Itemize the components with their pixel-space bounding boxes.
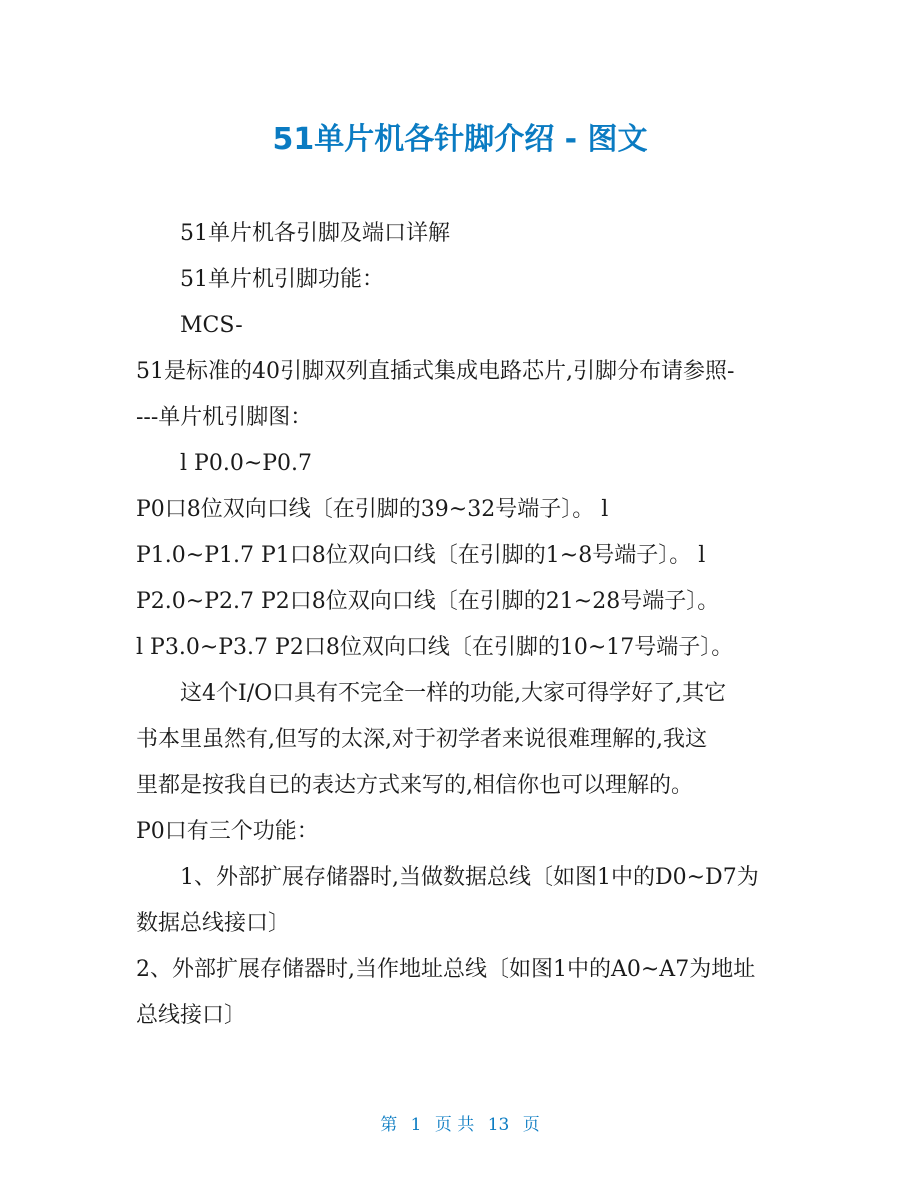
text-line: l P3.0~P3.7 P2口8位双向口线〔在引脚的10~17号端子〕。 — [136, 635, 734, 660]
text-line: ---单片机引脚图： — [136, 405, 313, 430]
footer-suffix: 页 — [522, 1115, 540, 1135]
footer-prefix: 第 — [380, 1115, 398, 1135]
footer-page-number: 1 — [410, 1115, 422, 1135]
text-line: 51单片机引脚功能： — [180, 267, 384, 292]
footer-middle: 页 共 — [434, 1115, 475, 1135]
text-line: 数据总线接口〕 — [136, 911, 291, 936]
text-line: 总线接口〕 — [136, 1003, 247, 1028]
text-line: MCS- — [180, 313, 243, 338]
text-line: P0口8位双向口线〔在引脚的39~32号端子〕。 l — [136, 497, 609, 522]
text-line: 51单片机各引脚及端口详解 — [180, 221, 450, 246]
footer-total-pages: 13 — [487, 1115, 510, 1135]
page-footer — [0, 1113, 920, 1137]
text-line: 51是标准的40引脚双列直插式集成电路芯片,引脚分布请参照- — [136, 359, 735, 384]
text-line: 1、外部扩展存储器时,当做数据总线〔如图1中的D0~D7为 — [180, 865, 759, 890]
text-line: 这4个I/O口具有不完全一样的功能,大家可得学好了,其它 — [180, 681, 727, 706]
text-line: P2.0~P2.7 P2口8位双向口线〔在引脚的21~28号端子〕。 — [136, 589, 720, 614]
text-line: 书本里虽然有,但写的太深,对于初学者来说很难理解的,我这 — [136, 727, 707, 752]
text-line: 2、外部扩展存储器时,当作地址总线〔如图1中的A0~A7为地址 — [136, 957, 756, 982]
text-line: l P0.0~P0.7 — [180, 451, 313, 476]
text-line: P1.0~P1.7 P1口8位双向口线〔在引脚的1~8号端子〕。 l — [136, 543, 706, 568]
text-line: 里都是按我自已的表达方式来写的,相信你也可以理解的。 — [136, 773, 693, 798]
page-title: 51单片机各针脚介绍 - 图文 — [272, 122, 648, 157]
text-line: P0口有三个功能： — [136, 819, 319, 844]
